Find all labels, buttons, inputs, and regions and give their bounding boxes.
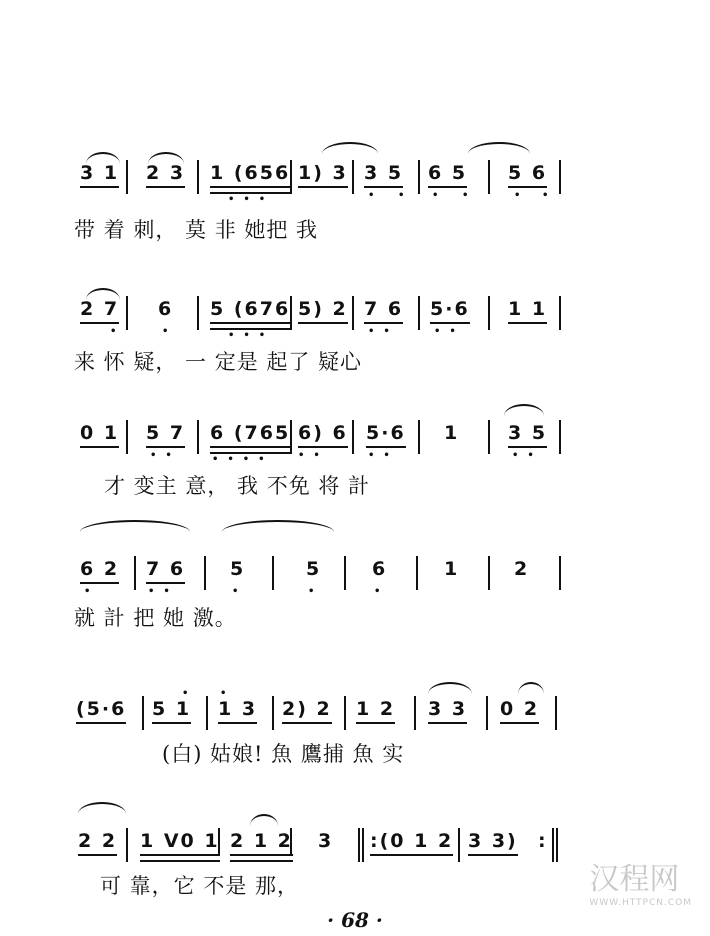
slur [504, 404, 544, 416]
slur [518, 682, 544, 694]
measure: 1 [444, 422, 460, 444]
barline [559, 556, 561, 590]
octave-dots: •• [368, 450, 399, 461]
measure: 3 [318, 830, 334, 852]
octave-dots: • [462, 190, 478, 201]
measure: 2 [514, 558, 530, 580]
measure: (5·6 [76, 698, 126, 724]
octave-dots: •• [298, 450, 329, 461]
barline [416, 556, 418, 590]
measure: 2 3 [146, 162, 185, 188]
barline [197, 420, 199, 454]
slur [322, 142, 378, 154]
octave-dots: • [232, 586, 248, 597]
octave-dots: • [368, 190, 384, 201]
barline [206, 696, 208, 730]
barline [559, 296, 561, 330]
measure: 7 6 [146, 558, 185, 584]
measure: 5·6 [366, 422, 406, 448]
page-number: · 68 · [327, 908, 383, 932]
barline [488, 556, 490, 590]
barline [559, 420, 561, 454]
octave-dots: • [110, 326, 126, 337]
measure: 5 1 [152, 698, 191, 724]
measure: 3 3) [468, 830, 518, 856]
measure: 1 2 [356, 698, 395, 724]
measure: 2 7 [80, 298, 119, 324]
barline [486, 696, 488, 730]
measure: 6 5 [428, 162, 467, 188]
measure: 1) 3 [298, 162, 348, 188]
slur [428, 682, 472, 694]
score-line-2 [0, 286, 710, 374]
octave-dots: • [542, 190, 558, 201]
measure: 6 2 [80, 558, 119, 584]
score-line-5 [0, 686, 710, 766]
barline [352, 160, 354, 194]
score-line-1 [0, 150, 710, 242]
watermark-text: 汉程网 [589, 862, 680, 897]
octave-dots: •••• [212, 454, 274, 465]
measure: 6 [158, 298, 174, 320]
measure: 6 (765 [210, 422, 290, 448]
octave-dots: • [432, 190, 448, 201]
barline [290, 160, 292, 194]
watermark-logo [589, 854, 692, 908]
slur [222, 520, 334, 532]
measure: 1 3 [218, 698, 257, 724]
barline [352, 296, 354, 330]
barline [418, 160, 420, 194]
watermark-url: WWW.HTTPCN.COM [589, 898, 692, 908]
repeat-barline [358, 828, 360, 862]
measure: 5 [306, 558, 322, 580]
barline [352, 420, 354, 454]
slur [468, 142, 530, 154]
measure: 3 3 [428, 698, 467, 724]
octave-dots: • [398, 190, 414, 201]
repeat-barline [552, 828, 554, 862]
barline [204, 556, 206, 590]
measure: 1 [444, 558, 460, 580]
barline [126, 828, 128, 862]
barline [559, 160, 561, 194]
barline [458, 828, 460, 862]
octave-dots: • [84, 586, 100, 597]
measure: : [538, 830, 548, 852]
barline [290, 420, 292, 454]
slur [250, 814, 278, 826]
octave-dots: ••• [228, 330, 275, 341]
measure: 2 1 2 [230, 830, 293, 856]
slur [80, 520, 190, 532]
barline [344, 696, 346, 730]
barline [555, 696, 557, 730]
score-line-3 [0, 410, 710, 498]
barline [488, 420, 490, 454]
barline [126, 160, 128, 194]
barline [488, 160, 490, 194]
octave-dots: •• [148, 586, 179, 597]
measure: 3 1 [80, 162, 119, 188]
octave-dots: • [162, 326, 178, 337]
measure: 0 2 [500, 698, 539, 724]
barline [126, 420, 128, 454]
octave-dots: •• [512, 450, 543, 461]
octave-dots: • [308, 586, 324, 597]
lyric-line: 才 变主 意， 我 不免 将 計 [104, 474, 371, 498]
barline [414, 696, 416, 730]
slur [78, 802, 126, 814]
barline [344, 556, 346, 590]
barline [197, 160, 199, 194]
barline [197, 296, 199, 330]
measure: 5 6 [508, 162, 547, 188]
measure: :(0 1 2 [370, 830, 453, 856]
measure: 2 2 [78, 830, 117, 856]
barline [126, 296, 128, 330]
barline [134, 556, 136, 590]
measure: 6 [372, 558, 388, 580]
barline [272, 556, 274, 590]
octave-dots: • [220, 688, 236, 699]
measure: 5 7 [146, 422, 185, 448]
octave-dots: • [374, 586, 390, 597]
octave-dots: •• [434, 326, 465, 337]
lyric-line: (白) 姑娘! 魚 鷹捕 魚 实 [162, 742, 405, 766]
octave-dots: ••• [228, 194, 275, 205]
lyric-line: 带 着 刺， 莫 非 她把 我 [74, 218, 319, 242]
octave-dots: • [514, 190, 530, 201]
measure: 5) 2 [298, 298, 348, 324]
barline [142, 696, 144, 730]
lyric-line: 可 靠，它 不是 那， [100, 874, 300, 898]
lyric-line: 就 計 把 她 激。 [74, 606, 237, 630]
octave-dots: •• [150, 450, 181, 461]
barline [272, 696, 274, 730]
lyric-line: 来 怀 疑， 一 定是 起了 疑心 [74, 350, 363, 374]
barline [290, 296, 292, 330]
measure: 5·6 [430, 298, 470, 324]
measure: 1 1 [508, 298, 547, 324]
barline [418, 296, 420, 330]
score-line-4 [0, 546, 710, 630]
measure: 0 1 [80, 422, 119, 448]
measure: 2) 2 [282, 698, 332, 724]
octave-dots: • [182, 688, 198, 699]
staff [0, 150, 710, 220]
measure: 3 5 [508, 422, 547, 448]
measure: 6) 6 [298, 422, 348, 448]
barline [418, 420, 420, 454]
measure: 1 ᐯ0 1 [140, 830, 220, 856]
measure: 5 (676 [210, 298, 290, 324]
octave-dots: •• [368, 326, 399, 337]
measure: 1 (656 [210, 162, 290, 188]
barline [488, 296, 490, 330]
measure: 5 [230, 558, 246, 580]
measure: 3 5 [364, 162, 403, 188]
measure: 7 6 [364, 298, 403, 324]
